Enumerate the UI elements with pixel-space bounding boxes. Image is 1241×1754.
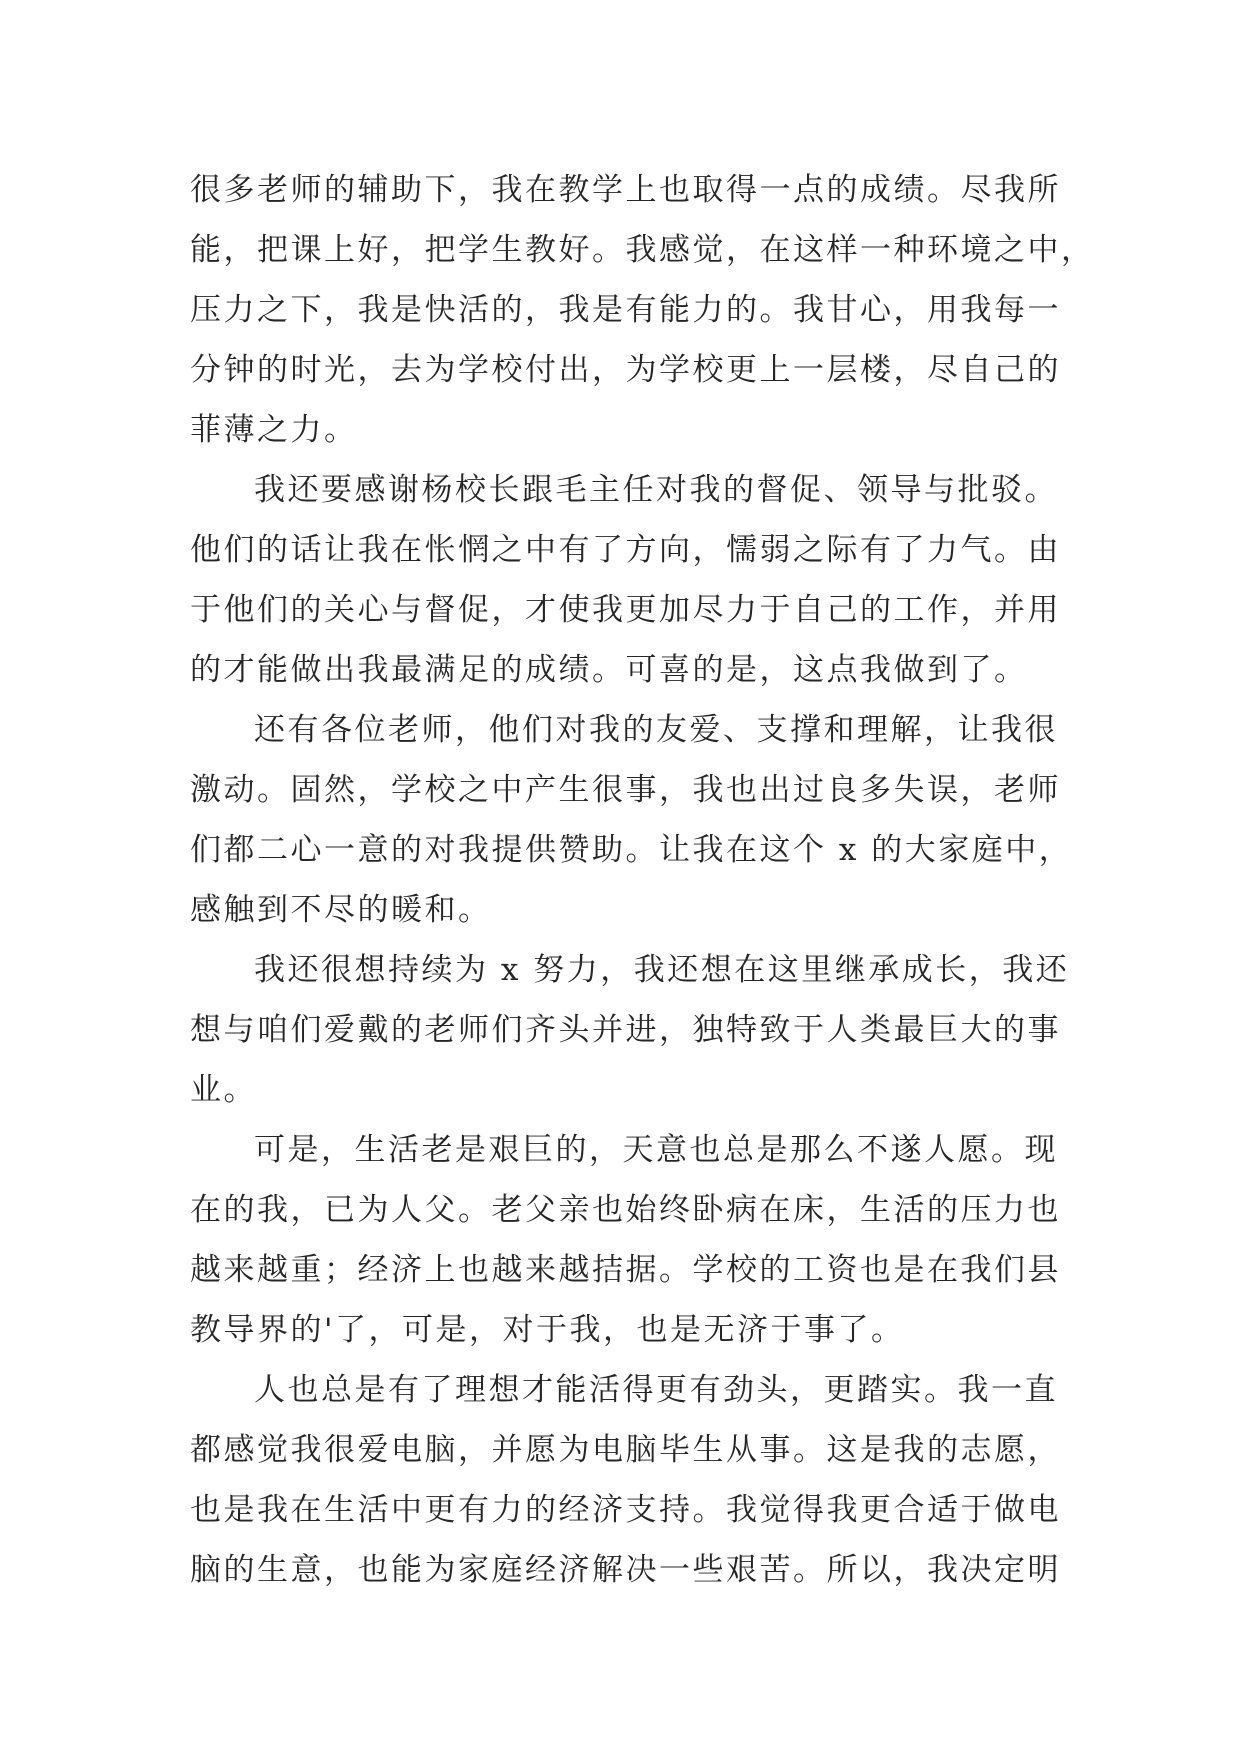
paragraph — [190, 700, 1073, 940]
paragraph-line: 激动。固然，学校之中产生很事，我也出过良多失误，老师 — [190, 772, 1061, 808]
paragraph-line: 脑的生意，也能为家庭经济解决一些艰苦。所以，我决定明 — [190, 1552, 1061, 1588]
paragraph-line: 的才能做出我最满足的成绩。可喜的是，这点我做到了。 — [190, 652, 1028, 688]
paragraph-line: 压力之下，我是快活的，我是有能力的。我甘心，用我每一 — [190, 292, 1061, 328]
paragraph-line: 都感觉我很爱电脑，并愿为电脑毕生从事。这是我的志愿， — [190, 1432, 1061, 1468]
paragraph — [190, 1120, 1061, 1360]
paragraph-line: 可是，生活老是艰巨的，天意也总是那么不遂人愿。现 — [254, 1132, 1058, 1168]
paragraph-line: 也是我在生活中更有力的经济支持。我觉得我更合适于做电 — [190, 1492, 1061, 1528]
paragraph-line: 我还要感谢杨校长跟毛主任对我的督促、领导与批驳。 — [254, 472, 1058, 508]
paragraph-line: 我还很想持续为 x 努力，我还想在这里继承成长，我还 — [254, 952, 1070, 988]
paragraph-line: 在的我，已为人父。老父亲也始终卧病在床，生活的压力也 — [190, 1192, 1061, 1228]
paragraph — [190, 160, 1095, 460]
paragraph-line: 想与咱们爱戴的老师们齐头并进，独特致于人类最巨大的事 — [190, 1012, 1061, 1048]
paragraph-line: 还有各位老师，他们对我的友爱、支撑和理解，让我很 — [254, 712, 1058, 748]
document-body — [190, 160, 1095, 1600]
paragraph-line: 很多老师的辅助下，我在教学上也取得一点的成绩。尽我所 — [190, 172, 1061, 208]
paragraph-line: 业。 — [190, 1072, 257, 1108]
paragraph-line: 教导界的'了，可是，对于我，也是无济于事了。 — [190, 1312, 905, 1348]
paragraph-line: 于他们的关心与督促，才使我更加尽力于自己的工作，并用 — [190, 592, 1061, 628]
paragraph — [190, 940, 1070, 1120]
paragraph — [190, 460, 1061, 700]
paragraph-line: 分钟的时光，去为学校付出，为学校更上一层楼，尽自己的 — [190, 352, 1061, 388]
paragraph-line: 菲薄之力。 — [190, 412, 358, 448]
paragraph-line: 感触到不尽的暖和。 — [190, 892, 492, 928]
paragraph-line: 越来越重；经济上也越来越拮据。学校的工资也是在我们县 — [190, 1252, 1061, 1288]
paragraph-line: 他们的话让我在怅惘之中有了方向，懦弱之际有了力气。由 — [190, 532, 1061, 568]
paragraph-line: 能，把课上好，把学生教好。我感觉，在这样一种环境之中， — [190, 232, 1095, 268]
paragraph — [190, 1360, 1061, 1600]
paragraph-line: 们都二心一意的对我提供赞助。让我在这个 x 的大家庭中， — [190, 832, 1073, 868]
paragraph-line: 人也总是有了理想才能活得更有劲头，更踏实。我一直 — [254, 1372, 1058, 1408]
